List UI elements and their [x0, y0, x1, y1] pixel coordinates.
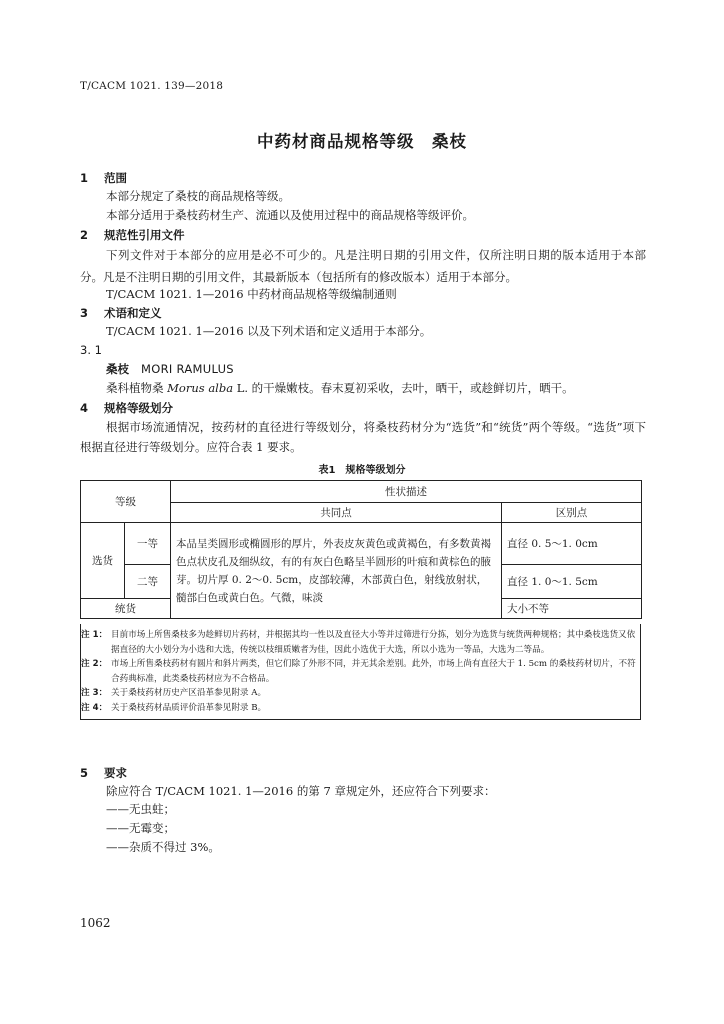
subsection-number: 3. 1	[80, 343, 102, 357]
section-title: 要求	[104, 766, 127, 780]
header-common: 共同点	[171, 503, 502, 523]
section-number: 2	[80, 228, 89, 242]
section-number: 3	[80, 306, 89, 320]
section-number: 5	[80, 766, 89, 780]
row-bulk-label: 统货	[81, 599, 171, 619]
header-diff: 区别点	[502, 503, 642, 523]
note-text: 市场上所售桑枝药材有圆片和斜片两类，但它们除了外形不同，并无其余差别。此外，市场上尚有直径大于 1. 5cm 的桑枝药材切片，不符合药典标准，此类桑枝药材应为不合格品。	[111, 659, 636, 684]
grade-1-diff: 直径 0. 5～1. 0cm	[502, 523, 642, 565]
section-number: 1	[80, 171, 89, 185]
requirement-item: ——无虫蛀；	[106, 802, 175, 816]
section-number: 4	[80, 401, 89, 415]
note-text: 目前市场上所售桑枝多为趁鲜切片药材，并根据其均一性以及直径大小等并过筛进行分拣，划分为选货与统货两种规格；其中桑枝选货又依据直径的大小划分为小选和大选，传统以枝细质嫩者为佳，因此小选优于大选，所以小选为一等品，大选为二等品。	[111, 630, 636, 655]
section-title: 规范性引用文件	[104, 228, 185, 242]
section-title: 规格等级划分	[104, 401, 173, 415]
latin-name: Morus alba	[167, 381, 234, 395]
note-label: 注 3：	[81, 688, 108, 698]
note-label: 注 2：	[81, 659, 108, 669]
note-item	[81, 701, 636, 716]
header-grade: 等级	[81, 481, 171, 523]
paragraph: 本部分适用于桑枝药材生产、流通以及使用过程中的商品规格等级评价。	[106, 208, 474, 222]
paragraph: 根据市场流通情况，按药材的直径进行等级划分，将桑枝药材分为“选货”和“统货”两个等级。“选货”项下根据直径进行等级划分。应符合表 1 要求。	[80, 420, 646, 454]
note-label: 注 1：	[81, 630, 108, 640]
note-label: 注 4：	[81, 702, 108, 713]
note-text: 关于桑枝药材品质评价沿革参见附录 B。	[111, 702, 267, 713]
note-item	[81, 657, 636, 686]
row-select-label: 选货	[81, 523, 125, 599]
section-title: 术语和定义	[104, 306, 162, 320]
grade-1-label: 一等	[125, 523, 171, 565]
paragraph: 本部分规定了桑枝的商品规格等级。	[106, 189, 290, 203]
section-1-heading	[80, 170, 127, 186]
note-text: 关于桑枝药材历史产区沿革参见附录 A。	[111, 688, 267, 698]
requirement-item: ——无霉变；	[106, 821, 175, 835]
paragraph: T/CACM 1021. 1—2016 中药材商品规格等级编制通则	[106, 287, 397, 301]
note-item	[81, 628, 636, 657]
section-2-heading	[80, 227, 185, 243]
note-item	[81, 686, 636, 701]
requirement-item: ——杂质不得过 3%。	[106, 840, 220, 854]
table-notes	[80, 624, 641, 720]
header-traits: 性状描述	[171, 481, 642, 503]
page-number: 1062	[80, 916, 111, 930]
term-definition	[106, 380, 574, 397]
bulk-diff: 大小不等	[502, 599, 642, 619]
paragraph: T/CACM 1021. 1—2016 以及下列术语和定义适用于本部分。	[106, 324, 432, 338]
common-traits: 本品呈类圆形或椭圆形的厚片，外表皮灰黄色或黄褐色，有多数黄褐色点状皮孔及细纵纹，有的有灰白色略呈半圆形的叶痕和黄棕色的腋芽。切片厚 0. 2～0. 5cm，皮部较薄，木部黄白色，射线放射状，髓部白色或黄白色。气微，味淡	[171, 523, 502, 619]
term-english: MORI RAMULUS	[141, 362, 234, 376]
table-caption: 表1 规格等级划分	[318, 465, 406, 476]
term-entry	[106, 361, 234, 377]
section-4-heading	[80, 400, 173, 416]
section-title: 范围	[104, 171, 127, 185]
grade-2-label: 二等	[125, 565, 171, 599]
paragraph: 下列文件对于本部分的应用是必不可少的。凡是注明日期的引用文件，仅所注明日期的版本适用于本部分。凡是不注明日期的引用文件，其最新版本（包括所有的修改版本）适用于本部分。	[80, 248, 646, 284]
grade-table	[80, 480, 642, 619]
section-3-heading	[80, 305, 162, 321]
paragraph: 除应符合 T/CACM 1021. 1—2016 的第 7 章规定外，还应符合下列要求：	[106, 784, 496, 798]
term-chinese: 桑枝	[106, 362, 129, 376]
standard-code: T/CACM 1021. 139—2018	[80, 80, 224, 92]
section-5-heading	[80, 765, 127, 781]
definition-text: L. 的干燥嫩枝。春末夏初采收，去叶，晒干，或趁鲜切片，晒干。	[233, 381, 574, 395]
grade-2-diff: 直径 1. 0～1. 5cm	[502, 565, 642, 599]
definition-text: 桑科植物桑	[106, 381, 168, 395]
document-title: 中药材商品规格等级 桑枝	[257, 132, 467, 151]
